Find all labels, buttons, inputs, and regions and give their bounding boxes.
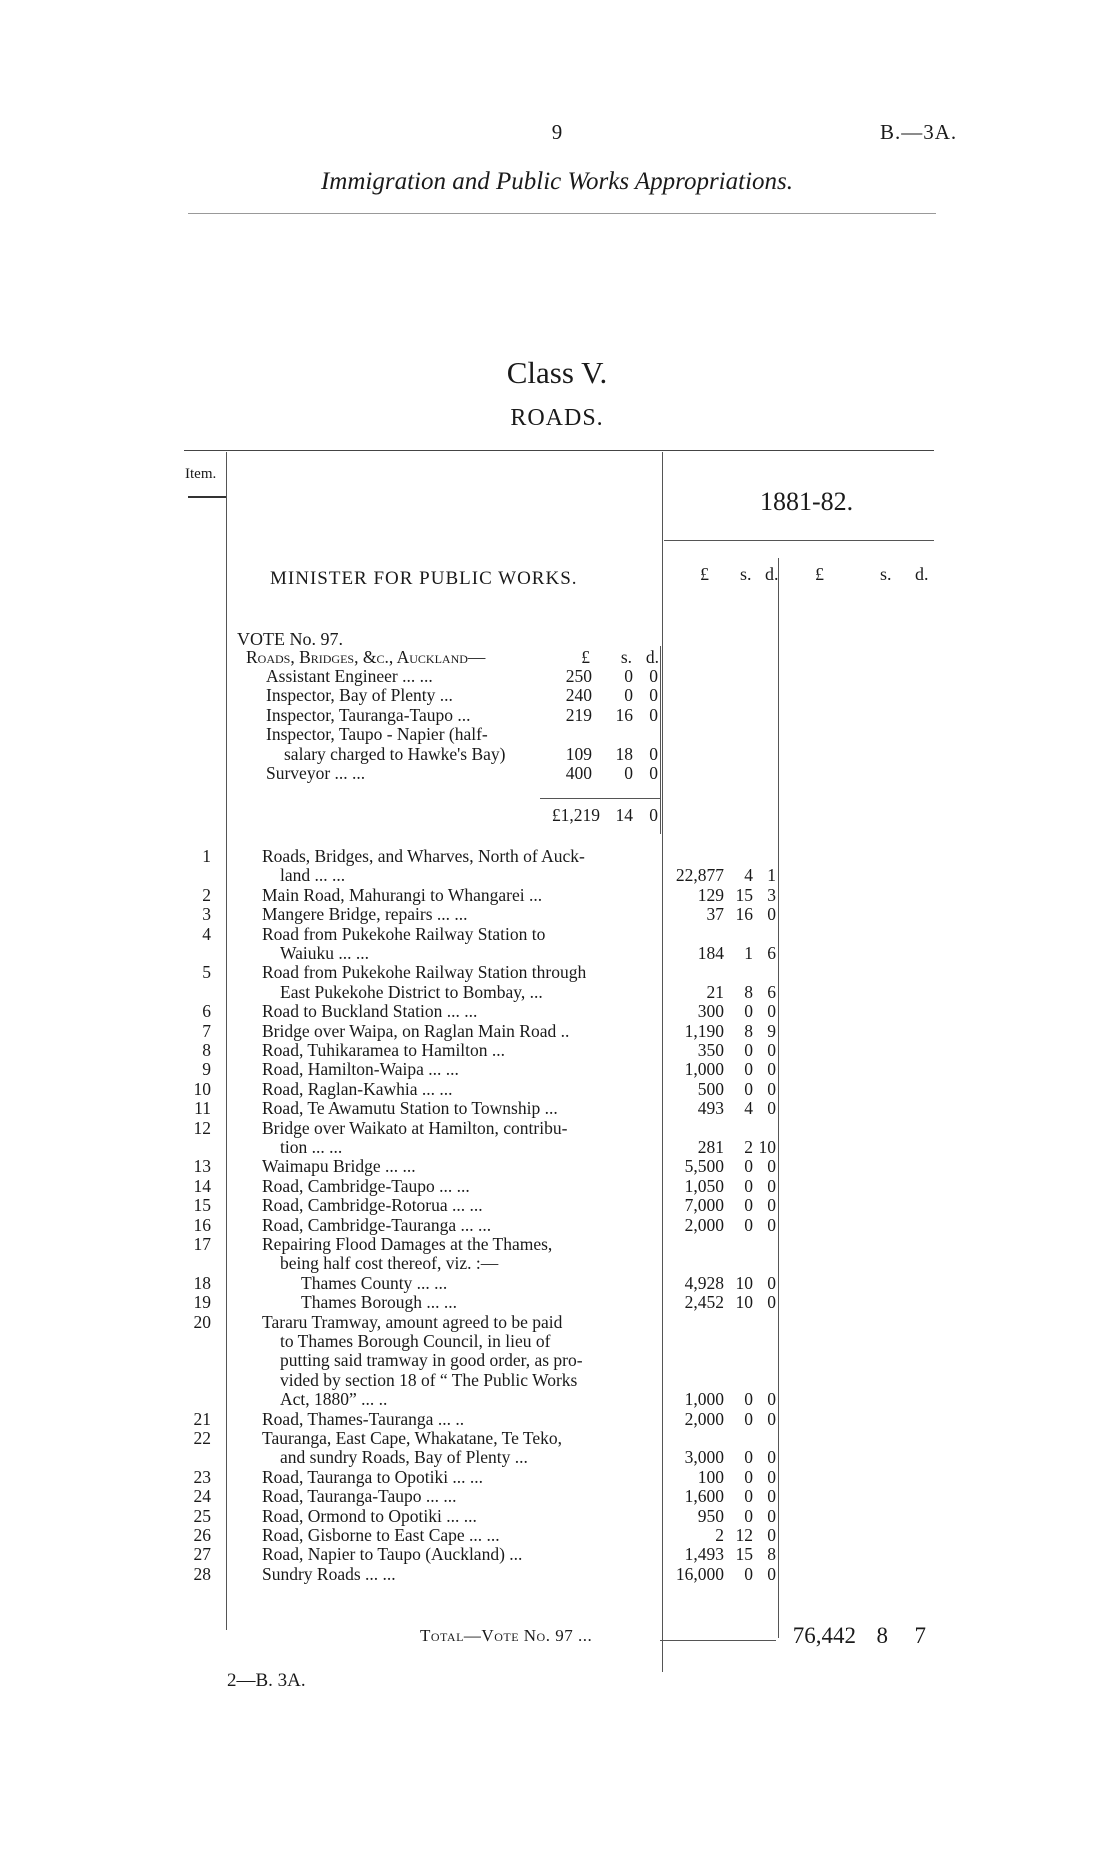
item-pence: 0 <box>767 904 776 925</box>
item-shillings: 4 <box>744 1098 753 1119</box>
header-rule <box>188 213 936 214</box>
item-shillings: 0 <box>744 1175 753 1196</box>
salary-line: Inspector, Taupo - Napier (half- <box>266 724 488 745</box>
item-pence: 0 <box>767 1214 776 1235</box>
item-pounds: 16,000 <box>675 1563 724 1584</box>
item-pence: 0 <box>767 1389 776 1410</box>
item-description: Act, 1880” ... .. <box>280 1389 388 1410</box>
item-pence: 9 <box>767 1020 776 1041</box>
item-description: Main Road, Mahurangi to Whangarei ... <box>262 884 543 905</box>
salary-pounds: 250 <box>565 666 592 686</box>
item-description: Road, Cambridge-Tauranga ... ... <box>262 1214 492 1235</box>
item-shillings: 0 <box>744 1059 753 1080</box>
item-description: tion ... ... <box>280 1137 343 1157</box>
salary-pounds: 400 <box>565 763 592 783</box>
salary-pence: 0 <box>649 704 658 725</box>
item-description: Road, Cambridge-Rotorua ... ... <box>262 1195 483 1216</box>
item-shillings: 0 <box>744 1078 753 1099</box>
salary-shillings: 16 <box>615 704 633 725</box>
item-description: Sundry Roads ... ... <box>262 1563 396 1584</box>
item-header-rule <box>188 496 226 498</box>
item-pounds: 500 <box>697 1078 724 1099</box>
salary-pounds: 240 <box>565 685 592 706</box>
item-number: 22 <box>193 1428 211 1448</box>
pounds-header: £ <box>815 564 824 584</box>
item-shillings: 0 <box>744 1466 753 1487</box>
item-number: 19 <box>193 1292 211 1313</box>
item-shillings: 15 <box>735 884 753 905</box>
item-pence: 0 <box>767 1098 776 1119</box>
item-description: Road, Raglan-Kawhia ... ... <box>262 1078 453 1099</box>
item-number: 28 <box>193 1563 211 1584</box>
section-title: ROADS. <box>510 405 604 431</box>
salary-shillings-header: s. <box>620 647 632 667</box>
item-number: 8 <box>202 1040 211 1060</box>
item-shillings: 0 <box>744 1447 753 1468</box>
item-description: vided by section 18 of “ The Public Works <box>280 1369 578 1390</box>
item-pounds: 950 <box>697 1505 724 1526</box>
item-number: 7 <box>202 1020 211 1041</box>
pence-header: d. <box>915 564 929 584</box>
item-shillings: 0 <box>744 1195 753 1216</box>
item-pence: 0 <box>767 1272 776 1293</box>
item-description: Waiuku ... ... <box>280 943 369 963</box>
item-pence: 0 <box>767 1466 776 1487</box>
salary-shillings: 0 <box>624 666 633 686</box>
item-number: 27 <box>193 1544 211 1565</box>
item-pence: 3 <box>767 884 776 905</box>
total-pounds: 76,442 <box>792 1623 856 1648</box>
item-description: Road, Gisborne to East Cape ... ... <box>262 1525 500 1545</box>
item-number: 21 <box>193 1408 211 1429</box>
item-shillings: 0 <box>744 1156 753 1177</box>
item-shillings: 8 <box>744 1020 753 1041</box>
item-pence: 0 <box>767 1486 776 1507</box>
item-pounds: 1,600 <box>684 1486 724 1507</box>
item-description: Road, Ormond to Opotiki ... ... <box>262 1505 477 1526</box>
salary-line: Inspector, Tauranga-Taupo ... <box>266 704 471 725</box>
item-shillings: 0 <box>744 1214 753 1235</box>
page-subtitle: Immigration and Public Works Appropriations. <box>320 168 793 195</box>
item-pence: 0 <box>767 1175 776 1196</box>
item-number: 6 <box>202 1001 211 1022</box>
salary-column-divider <box>660 646 661 834</box>
item-pounds: 1,050 <box>684 1175 724 1196</box>
item-pounds: 4,928 <box>684 1272 724 1293</box>
item-pounds: 2,452 <box>684 1292 724 1313</box>
item-shillings: 0 <box>744 1408 753 1429</box>
salary-pounds: 109 <box>565 743 592 764</box>
item-description: Thames County ... ... <box>301 1272 448 1293</box>
total-label: Total—Vote No. 97 ... <box>420 1626 593 1645</box>
item-pence: 0 <box>767 1078 776 1099</box>
footer-signature: 2—B. 3A. <box>227 1670 306 1691</box>
item-description: being half cost thereof, viz. :— <box>280 1253 499 1274</box>
item-pence: 0 <box>767 1040 776 1060</box>
item-pounds: 5,500 <box>684 1156 724 1177</box>
salary-line: salary charged to Hawke's Bay) <box>284 743 506 764</box>
item-pence: 0 <box>767 1292 776 1313</box>
item-number: 2 <box>202 884 211 905</box>
item-shillings: 2 <box>744 1137 753 1157</box>
item-pence: 10 <box>758 1137 776 1157</box>
item-pounds: 37 <box>706 904 724 925</box>
item-description: Tauranga, East Cape, Whakatane, Te Teko, <box>262 1428 563 1448</box>
salary-pounds: 219 <box>565 704 592 725</box>
salary-pence-header: d. <box>645 647 659 667</box>
item-pounds: 100 <box>697 1466 724 1487</box>
subtotal-column-divider <box>778 558 779 1638</box>
item-pounds: 21 <box>706 981 724 1002</box>
item-number: 1 <box>202 846 211 866</box>
year-header: 1881-82. <box>760 487 854 516</box>
item-number: 4 <box>202 923 211 944</box>
item-pence: 0 <box>767 1505 776 1526</box>
salary-shillings: 18 <box>615 743 633 764</box>
item-pence: 0 <box>767 1447 776 1468</box>
item-number: 26 <box>193 1525 211 1545</box>
item-pence: 0 <box>767 1195 776 1216</box>
item-shillings: 16 <box>735 904 753 925</box>
item-pence: 0 <box>767 1525 776 1545</box>
item-description: Roads, Bridges, and Wharves, North of Auck- <box>262 846 585 866</box>
item-description: Road, Te Awamutu Station to Township ... <box>262 1098 558 1119</box>
salary-pence: 0 <box>649 743 658 764</box>
minister-heading: MINISTER FOR PUBLIC WORKS. <box>270 568 578 589</box>
item-pounds: 2 <box>715 1525 724 1545</box>
page-number: 9 <box>551 120 563 144</box>
item-pounds: 1,493 <box>684 1544 724 1565</box>
item-number: 10 <box>193 1078 211 1099</box>
item-number: 16 <box>193 1214 211 1235</box>
item-shillings: 4 <box>744 865 753 886</box>
item-description: Road, Tuhikaramea to Hamilton ... <box>262 1040 506 1060</box>
shillings-header: s. <box>740 564 752 584</box>
item-column-divider <box>226 452 227 1630</box>
item-description: Road, Tauranga to Opotiki ... ... <box>262 1466 484 1487</box>
item-number: 3 <box>202 904 211 925</box>
item-shillings: 0 <box>744 1001 753 1022</box>
item-pence: 1 <box>767 865 776 886</box>
item-shillings: 0 <box>744 1040 753 1060</box>
item-pence: 8 <box>767 1544 776 1565</box>
salary-line: Assistant Engineer ... ... <box>266 666 433 686</box>
salary-line: Inspector, Bay of Plenty ... <box>266 685 453 706</box>
item-pounds: 493 <box>697 1098 724 1119</box>
item-description: Road, Thames-Tauranga ... .. <box>262 1408 465 1429</box>
item-description: putting said tramway in good order, as pro- <box>280 1350 583 1371</box>
item-description: Road, Hamilton-Waipa ... ... <box>262 1059 459 1080</box>
item-shillings: 10 <box>735 1272 753 1293</box>
item-pounds: 2,000 <box>684 1214 724 1235</box>
item-description: Road from Pukekohe Railway Station to <box>262 923 546 944</box>
year-rule <box>664 540 934 541</box>
item-pounds: 184 <box>697 943 724 963</box>
item-pounds: 300 <box>697 1001 724 1022</box>
salary-pence: 0 <box>649 666 658 686</box>
salary-pence: 0 <box>649 685 658 706</box>
item-pounds: 3,000 <box>684 1447 724 1468</box>
item-number: 14 <box>193 1175 211 1196</box>
item-pounds: 7,000 <box>684 1195 724 1216</box>
pence-header: d. <box>765 564 779 584</box>
item-shillings: 0 <box>744 1486 753 1507</box>
total-rule <box>660 1640 776 1641</box>
salary-pounds-header: £ <box>581 647 590 667</box>
item-description: Road from Pukekohe Railway Station through <box>262 962 587 983</box>
item-number: 13 <box>193 1156 211 1177</box>
item-description: to Thames Borough Council, in lieu of <box>280 1331 551 1351</box>
item-shillings: 0 <box>744 1389 753 1410</box>
vote-heading: Roads, Bridges, &c., Auckland— <box>246 647 486 667</box>
item-pence: 0 <box>767 1001 776 1022</box>
item-pence: 0 <box>767 1156 776 1177</box>
item-pounds: 350 <box>697 1040 724 1060</box>
item-pounds: 281 <box>697 1137 724 1157</box>
salary-line: Surveyor ... ... <box>266 763 366 783</box>
item-shillings: 15 <box>735 1544 753 1565</box>
item-description: Mangere Bridge, repairs ... ... <box>262 904 468 925</box>
item-number: 5 <box>202 962 211 983</box>
item-pounds: 1,000 <box>684 1059 724 1080</box>
item-number: 25 <box>193 1505 211 1526</box>
item-description: Thames Borough ... ... <box>301 1292 458 1313</box>
salary-shillings: 0 <box>624 685 633 706</box>
salary-pence: 0 <box>649 763 658 783</box>
vote-title: VOTE No. 97. <box>237 629 343 649</box>
item-description: Road, Cambridge-Taupo ... ... <box>262 1175 470 1196</box>
item-pence: 0 <box>767 1408 776 1429</box>
item-description: Tararu Tramway, amount agreed to be paid <box>262 1311 563 1332</box>
item-pence: 0 <box>767 1563 776 1584</box>
item-description: Bridge over Waipa, on Raglan Main Road .. <box>262 1020 570 1041</box>
item-number: 24 <box>193 1486 211 1507</box>
item-number: 20 <box>193 1311 211 1332</box>
item-number: 11 <box>194 1098 211 1119</box>
item-pence: 0 <box>767 1059 776 1080</box>
item-shillings: 10 <box>735 1292 753 1313</box>
item-description: Road, Napier to Taupo (Auckland) ... <box>262 1544 523 1565</box>
item-number: 15 <box>193 1195 211 1216</box>
total-pence: 7 <box>914 1623 926 1648</box>
shillings-header: s. <box>880 564 892 584</box>
item-description: Road to Buckland Station ... ... <box>262 1001 478 1022</box>
salary-total-pounds: £1,219 <box>551 805 600 825</box>
item-pounds: 2,000 <box>684 1408 724 1429</box>
item-shillings: 1 <box>744 943 753 963</box>
item-shillings: 0 <box>744 1563 753 1584</box>
item-description: East Pukekohe District to Bombay, ... <box>280 981 543 1002</box>
item-shillings: 12 <box>735 1525 753 1545</box>
total-shillings: 8 <box>876 1623 888 1648</box>
item-number: 17 <box>193 1234 211 1254</box>
item-description: Repairing Flood Damages at the Thames, <box>262 1234 553 1254</box>
item-pounds: 1,000 <box>684 1389 724 1410</box>
item-pounds: 22,877 <box>675 865 724 886</box>
item-number: 23 <box>193 1466 211 1487</box>
item-number: 18 <box>193 1272 211 1293</box>
item-description: and sundry Roads, Bay of Plenty ... <box>280 1447 528 1468</box>
table-top-rule <box>184 450 934 451</box>
pounds-header: £ <box>700 564 709 584</box>
item-description: Waimapu Bridge ... ... <box>262 1156 416 1177</box>
item-pence: 6 <box>767 943 776 963</box>
item-pounds: 129 <box>697 884 724 905</box>
document-reference: B.—3A. <box>880 120 958 144</box>
item-column-header: Item. <box>185 466 217 482</box>
item-number: 9 <box>202 1059 211 1080</box>
salary-total-rule <box>540 798 660 799</box>
item-description: Road, Tauranga-Taupo ... ... <box>262 1486 457 1507</box>
salary-total-shillings: 14 <box>615 805 633 825</box>
item-shillings: 8 <box>744 981 753 1002</box>
item-description: Bridge over Waikato at Hamilton, contribu- <box>262 1117 568 1138</box>
item-number: 12 <box>193 1117 211 1138</box>
item-shillings: 0 <box>744 1505 753 1526</box>
class-title: Class V. <box>506 355 608 390</box>
salary-shillings: 0 <box>624 763 633 783</box>
salary-total-pence: 0 <box>649 805 658 825</box>
item-pence: 6 <box>767 981 776 1002</box>
item-description: land ... ... <box>280 865 346 886</box>
item-pounds: 1,190 <box>684 1020 724 1041</box>
